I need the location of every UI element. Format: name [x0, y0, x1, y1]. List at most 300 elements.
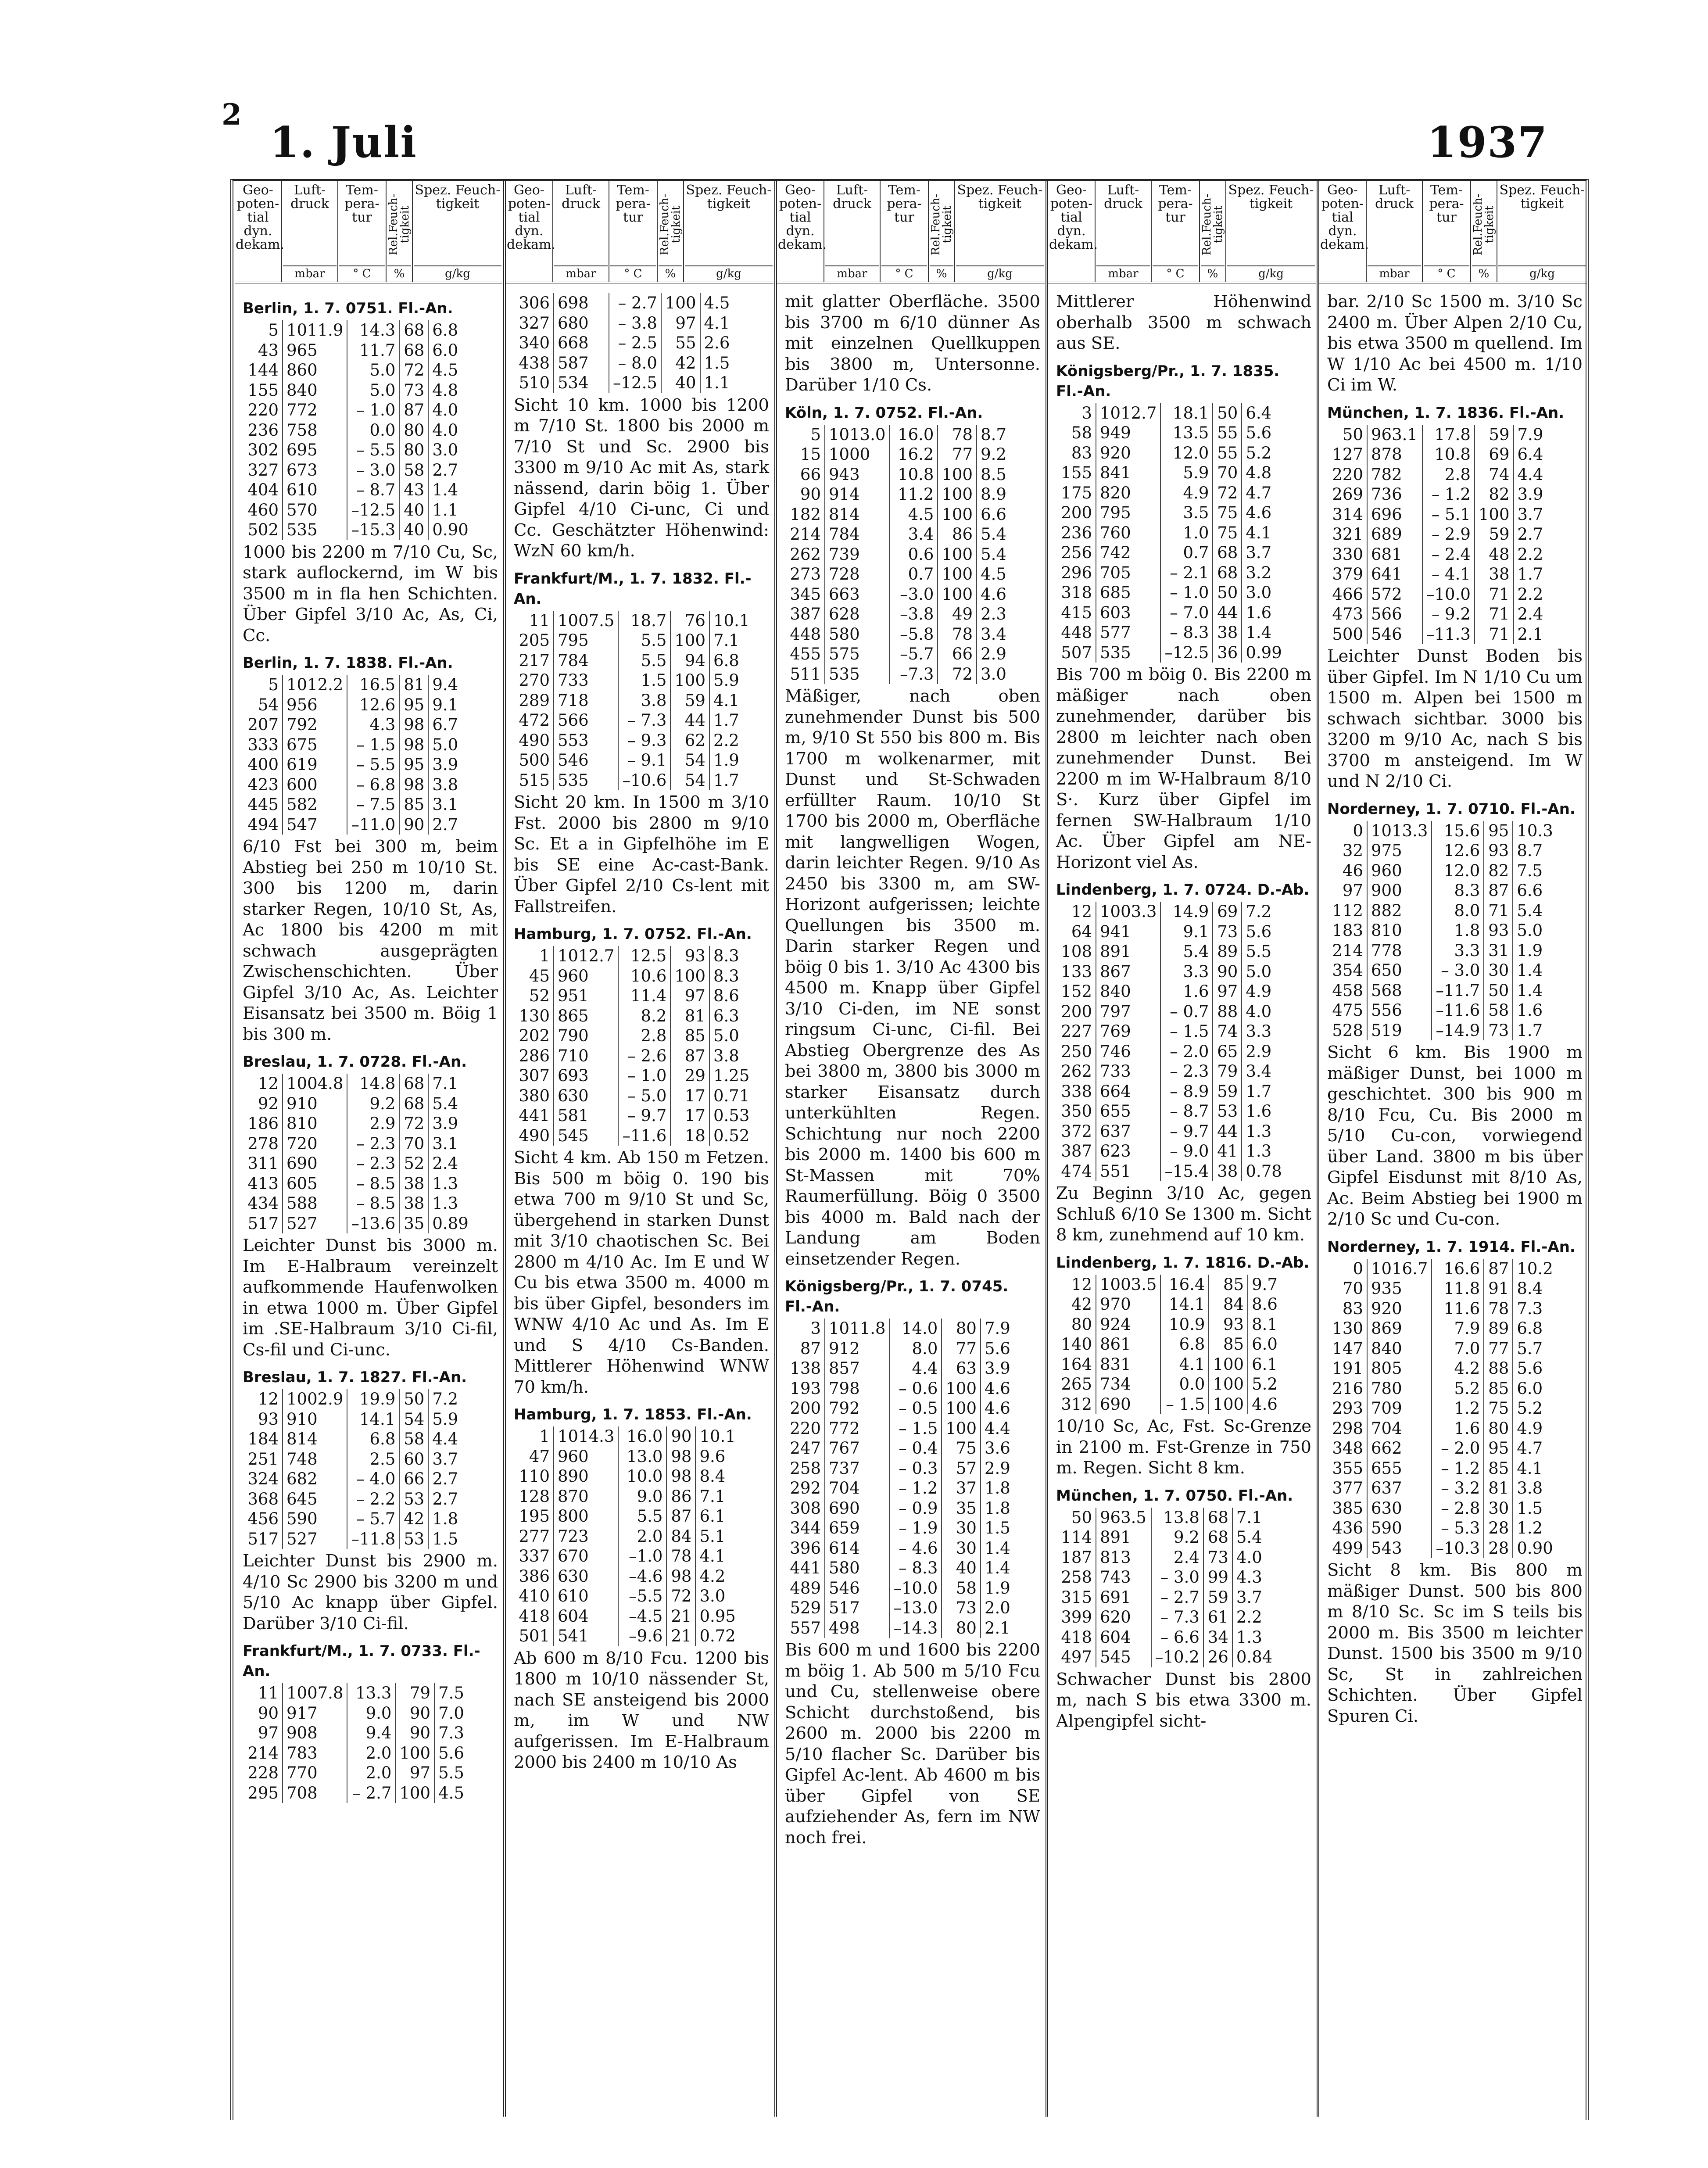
page-date: 1. Juli	[270, 118, 417, 167]
table-row	[1056, 1334, 1292, 1355]
header-rel-feuchtigkeit-unit: %	[1472, 265, 1496, 281]
table-row	[514, 770, 754, 791]
table-cell: 568	[1367, 981, 1432, 1001]
table-row	[1327, 1358, 1557, 1379]
table-cell: 8.4	[695, 1466, 740, 1487]
table-cell: 5.4	[1513, 901, 1557, 921]
column-body	[1048, 283, 1316, 1731]
table-cell: 3.3	[1432, 941, 1484, 961]
table-cell: 38	[399, 1193, 428, 1214]
table-cell: 4.0	[428, 420, 473, 441]
table-cell: 1.6	[1432, 1419, 1484, 1439]
table-cell: 5.0	[709, 1026, 754, 1046]
table-cell: 75	[1484, 1398, 1513, 1419]
column-header	[506, 181, 773, 283]
table-cell: 690	[825, 1498, 889, 1519]
table-cell: – 0.4	[889, 1438, 942, 1458]
table-cell: 5.0	[347, 380, 399, 401]
table-cell: 5.7	[1513, 1339, 1557, 1359]
table-row	[1327, 524, 1558, 545]
table-cell: 312	[1061, 1394, 1092, 1414]
table-cell: – 1.0	[1160, 583, 1213, 603]
table-cell: –10.0	[889, 1578, 942, 1598]
table-cell: 8.6	[1248, 1294, 1292, 1315]
station-title: Frankfurt/M., 1. 7. 0733. Fl.-An.	[243, 1642, 480, 1680]
table-cell: 16.6	[1432, 1259, 1484, 1279]
table-cell: 90	[1213, 962, 1242, 982]
table-cell: 767	[825, 1438, 889, 1458]
table-cell: 5.4	[977, 545, 1021, 565]
table-cell: 85	[1484, 1379, 1513, 1399]
table-cell: 460	[247, 500, 279, 520]
table-cell: 4.7	[1513, 1438, 1557, 1458]
table-cell: 1003.3	[1096, 902, 1160, 922]
table-cell: 344	[790, 1519, 821, 1537]
table-cell: 200	[1061, 503, 1092, 522]
table-cell: 502	[247, 520, 279, 539]
table-cell: – 6.6	[1151, 1627, 1203, 1648]
table-cell: 831	[1096, 1355, 1160, 1375]
table-cell: 689	[1367, 524, 1422, 545]
table-row	[514, 293, 745, 313]
table-cell: 59	[1475, 425, 1514, 445]
table-cell: –3.8	[889, 604, 938, 624]
table-cell: – 1.0	[618, 1066, 670, 1086]
table-cell: 4.1	[1242, 523, 1286, 543]
column-body	[1319, 283, 1587, 1727]
table-cell: 575	[825, 644, 889, 664]
table-cell: 270	[519, 671, 550, 690]
header-spez-feuchtigkeit-unit: g/kg	[685, 265, 773, 281]
table-cell: –4.6	[618, 1566, 666, 1587]
table-cell: 8.3	[1432, 881, 1484, 901]
table-cell: 455	[790, 645, 821, 663]
header-spez-feuchtigkeit-label: Spez. Feuch-tigkeit	[957, 183, 1043, 211]
table-cell: 0.95	[695, 1606, 740, 1627]
table-cell: – 8.5	[347, 1174, 399, 1194]
table-row	[785, 1398, 1025, 1419]
table-cell: 698	[554, 293, 609, 313]
table-row	[1327, 444, 1558, 465]
table-cell: 147	[1332, 1339, 1363, 1358]
table-cell: 80	[399, 420, 428, 441]
table-row	[1056, 1161, 1286, 1182]
table-cell: 100	[670, 631, 709, 651]
table-cell: 191	[1332, 1359, 1363, 1378]
station-title: Königsberg/Pr., 1. 7. 1835. Fl.-An.	[1056, 362, 1280, 400]
table-cell: 72	[1213, 483, 1242, 503]
table-cell: – 1.5	[1160, 1021, 1213, 1042]
table-cell: 71	[1484, 901, 1513, 921]
table-cell: 58	[1484, 1000, 1513, 1021]
table-cell: 18.1	[1160, 403, 1213, 423]
table-cell: 12	[258, 1390, 279, 1408]
table-cell: 4.9	[1160, 483, 1213, 503]
table-cell: 527	[283, 1214, 347, 1234]
table-cell: 82	[1475, 484, 1514, 505]
sounding-table	[243, 675, 473, 835]
table-cell: 16.0	[889, 425, 938, 445]
table-cell: 3.6	[981, 1438, 1025, 1458]
table-cell: 695	[283, 440, 347, 460]
table-row	[514, 966, 754, 986]
table-cell: 5.4	[977, 524, 1021, 545]
table-row	[243, 320, 473, 340]
table-cell: 3.1	[428, 1134, 473, 1154]
table-cell: 1.5	[618, 670, 670, 691]
header-temperatur-label: Tem-pera-tur	[887, 183, 922, 225]
table-cell: 84	[1209, 1294, 1248, 1315]
table-cell: 133	[1061, 962, 1092, 981]
table-cell: 436	[1332, 1519, 1363, 1537]
table-cell: 7.5	[434, 1683, 479, 1703]
table-cell: 144	[247, 361, 279, 380]
table-cell: 81	[1484, 1478, 1513, 1498]
sounding-table	[1056, 902, 1286, 1181]
table-cell: 497	[1061, 1648, 1092, 1666]
header-rel-feuchtigkeit	[1200, 181, 1226, 282]
table-cell: 510	[519, 373, 550, 392]
table-row	[1056, 503, 1286, 523]
header-geopotential	[1048, 181, 1096, 282]
table-cell: 7.9	[1514, 425, 1558, 445]
table-row	[243, 715, 473, 735]
table-row	[1056, 523, 1286, 543]
table-cell: 655	[1096, 1101, 1160, 1122]
table-cell: 739	[825, 545, 889, 565]
table-cell: 6.0	[428, 340, 473, 361]
table-row	[514, 1086, 754, 1106]
table-row	[785, 1358, 1025, 1379]
table-cell: 100	[938, 564, 977, 584]
table-cell: 80	[942, 1319, 981, 1339]
table-cell: 100	[942, 1398, 981, 1419]
table-cell: 529	[790, 1598, 821, 1617]
table-cell: 580	[825, 1558, 889, 1578]
table-cell: 494	[247, 815, 279, 834]
table-cell: 1007.8	[283, 1683, 347, 1703]
table-cell: 733	[1096, 1061, 1160, 1082]
table-cell: 778	[1367, 941, 1432, 961]
table-cell: 138	[790, 1359, 821, 1378]
table-cell: 46	[1342, 861, 1363, 880]
table-cell: 73	[1203, 1548, 1232, 1568]
table-cell: 5.5	[618, 651, 670, 671]
table-cell: 3.4	[889, 524, 938, 545]
table-cell: 71	[1475, 584, 1514, 605]
table-cell: 474	[1061, 1161, 1092, 1181]
header-rel-feuchtigkeit-label: Rel.Feuch-tigkeit	[1472, 194, 1496, 255]
table-row	[514, 710, 754, 731]
table-cell: 21	[666, 1606, 695, 1627]
table-cell: 93	[258, 1409, 279, 1429]
table-cell: 490	[519, 731, 550, 750]
table-cell: 604	[1096, 1627, 1151, 1648]
table-cell: 645	[283, 1489, 347, 1509]
table-cell: 311	[247, 1154, 279, 1173]
table-row	[1327, 921, 1557, 941]
table-cell: 623	[1096, 1141, 1160, 1161]
table-row	[1056, 1002, 1286, 1022]
table-cell: –13.6	[347, 1214, 399, 1234]
table-cell: 6.6	[1513, 881, 1557, 901]
table-row	[243, 340, 473, 361]
table-cell: 1	[539, 1427, 550, 1446]
table-cell: 590	[283, 1509, 347, 1529]
table-row	[243, 400, 473, 420]
table-row	[785, 1578, 1025, 1598]
table-cell: – 3.0	[1432, 960, 1484, 981]
table-cell: 784	[825, 524, 889, 545]
table-cell: 2.7	[428, 1489, 473, 1509]
table-cell: – 7.0	[1160, 603, 1213, 623]
table-cell: 814	[283, 1429, 347, 1449]
table-cell: 379	[1332, 565, 1363, 584]
table-cell: 690	[1096, 1394, 1160, 1415]
table-cell: 58	[942, 1578, 981, 1598]
table-cell: 3.0	[1242, 583, 1286, 603]
table-cell: 100	[938, 505, 977, 525]
header-luftdruck-label: Luft-druck	[833, 183, 871, 211]
table-cell: – 8.7	[347, 480, 399, 500]
table-cell: 130	[519, 1006, 550, 1025]
table-row	[1327, 881, 1557, 901]
table-cell: 7.1	[1232, 1508, 1277, 1528]
table-row	[514, 1586, 740, 1606]
table-cell: 705	[1096, 563, 1160, 583]
table-cell: 52	[399, 1154, 428, 1174]
table-cell: 79	[1213, 1061, 1242, 1082]
table-cell: 0.90	[1513, 1538, 1557, 1559]
table-cell: 4.9	[1242, 982, 1286, 1002]
table-cell: 0.7	[1160, 543, 1213, 563]
table-row	[243, 1154, 473, 1174]
table-cell: 630	[554, 1566, 618, 1587]
table-row	[243, 795, 473, 815]
table-cell: 71	[1475, 604, 1514, 624]
table-cell: 5.9	[709, 670, 754, 691]
table-cell: 965	[283, 340, 347, 361]
table-row	[1327, 1299, 1557, 1319]
table-row	[1056, 1061, 1286, 1082]
table-row	[1056, 1394, 1292, 1415]
observation-note: Bis 600 m und 1600 bis 2200 m böig 1. Ab 500 m 5/10 Fcu und Cu, stellenweise obere Schicht durchstoßend, bis 2600 m. 2000 bis 2200 m 5/10 flacher Sc. Darüber bis Gipfel Ac-lent. Ab 4600 m bis über Gipfel von SE aufziehender As, fern im NW noch frei.	[785, 1640, 1040, 1848]
table-cell: 619	[283, 755, 347, 775]
table-cell: 77	[942, 1339, 981, 1359]
table-cell: 517	[825, 1598, 889, 1618]
table-cell: 434	[247, 1194, 279, 1213]
table-row	[1056, 643, 1286, 663]
table-cell: 42	[399, 1509, 428, 1529]
table-row	[514, 1606, 740, 1627]
table-cell: 58	[1071, 423, 1092, 442]
table-cell: 13.8	[1151, 1508, 1203, 1528]
table-cell: 258	[790, 1458, 821, 1478]
table-cell: 501	[519, 1627, 550, 1645]
table-cell: 6.4	[1242, 403, 1286, 423]
header-geopotential-label: Geo-poten-tial dyn. dekam.	[236, 183, 285, 252]
table-cell: – 9.1	[618, 750, 670, 770]
table-cell: 680	[554, 313, 609, 333]
table-cell: 5.0	[347, 360, 399, 380]
header-spez-feuchtigkeit-unit: g/kg	[1227, 265, 1315, 281]
table-cell: 214	[247, 1743, 279, 1763]
table-cell: 5.0	[1242, 962, 1286, 982]
station-title: Breslau, 1. 7. 0728. Fl.-An.	[243, 1053, 467, 1071]
table-cell: 9.1	[428, 695, 473, 715]
table-cell: 6.1	[695, 1506, 740, 1527]
table-cell: 30	[1484, 960, 1513, 981]
table-cell: 89	[1213, 942, 1242, 962]
table-cell: –15.4	[1160, 1161, 1213, 1182]
header-luftdruck-label: Luft-druck	[562, 183, 600, 211]
header-temperatur	[338, 181, 387, 282]
header-geopotential	[777, 181, 827, 282]
sounding-table	[243, 1389, 473, 1549]
table-cell: 11.7	[347, 340, 399, 361]
header-luftdruck	[553, 181, 609, 282]
table-cell: 100	[395, 1743, 434, 1763]
table-cell: 4.0	[1242, 1002, 1286, 1022]
table-cell: 12.6	[1432, 841, 1484, 861]
table-row	[514, 1566, 740, 1587]
table-cell: – 3.2	[1432, 1478, 1484, 1498]
table-cell: 66	[800, 465, 821, 484]
table-row	[243, 1723, 479, 1743]
table-cell: 85	[399, 795, 428, 815]
table-cell: – 2.4	[1422, 545, 1475, 565]
table-row	[1056, 563, 1286, 583]
table-cell: 5.2	[1248, 1374, 1292, 1394]
table-cell: 34	[1203, 1627, 1232, 1648]
table-cell: 1.25	[709, 1066, 754, 1086]
table-row	[785, 444, 1021, 465]
header-spez-feuchtigkeit	[413, 181, 502, 282]
table-row	[1327, 425, 1558, 445]
table-cell: 891	[1096, 942, 1160, 962]
table-cell: – 1.5	[347, 735, 399, 755]
table-cell: 90	[800, 485, 821, 504]
table-cell: 18	[670, 1126, 709, 1146]
table-cell: 736	[1367, 484, 1422, 505]
table-cell: 5.4	[428, 1094, 473, 1114]
table-cell: 535	[1096, 643, 1160, 663]
table-row	[243, 775, 473, 795]
table-cell: 100	[942, 1419, 981, 1439]
table-cell: 9.0	[347, 1703, 395, 1724]
table-cell: 4.6	[981, 1379, 1025, 1399]
table-row	[514, 1106, 754, 1126]
table-cell: 292	[790, 1479, 821, 1498]
table-cell: 100	[938, 465, 977, 485]
table-cell: – 1.9	[889, 1518, 942, 1538]
table-cell: 69	[1475, 444, 1514, 465]
table-cell: 6.8	[1160, 1334, 1209, 1355]
table-cell: –5.8	[889, 624, 938, 645]
table-cell: 11	[529, 611, 550, 630]
table-cell: 630	[554, 1086, 618, 1106]
table-row	[1056, 443, 1286, 463]
table-row	[1056, 922, 1286, 942]
header-spez-feuchtigkeit-label: Spez. Feuch-tigkeit	[415, 183, 501, 211]
table-row	[243, 1703, 479, 1724]
table-cell: 175	[1061, 483, 1092, 502]
table-cell: 1.0	[1160, 523, 1213, 543]
header-spez-feuchtigkeit-unit: g/kg	[956, 265, 1044, 281]
table-cell: 541	[554, 1626, 618, 1646]
table-row	[514, 1026, 754, 1046]
table-row	[1056, 1607, 1277, 1627]
column-5	[1319, 181, 1587, 2117]
table-row	[243, 735, 473, 755]
table-cell: 4.9	[1513, 1419, 1557, 1439]
table-cell: 709	[1367, 1398, 1432, 1419]
table-cell: 100	[1209, 1355, 1248, 1375]
table-row	[514, 1046, 754, 1066]
table-row	[785, 545, 1021, 565]
table-cell: 1013.0	[825, 425, 889, 445]
table-cell: –5.5	[618, 1586, 666, 1606]
table-row	[1327, 1319, 1557, 1339]
table-cell: 98	[399, 735, 428, 755]
sounding-table	[514, 1426, 740, 1646]
table-cell: 441	[790, 1559, 821, 1577]
table-row	[1327, 1538, 1557, 1559]
table-cell: 498	[825, 1618, 889, 1638]
table-cell: 1.4	[981, 1558, 1025, 1578]
column-2	[506, 181, 773, 2117]
table-cell: –12.5	[1160, 643, 1213, 663]
table-row	[1327, 505, 1558, 525]
table-cell: 805	[1367, 1358, 1432, 1379]
table-cell: 265	[1061, 1375, 1092, 1394]
table-cell: 53	[1213, 1101, 1242, 1122]
table-cell: 472	[519, 711, 550, 730]
table-cell: 728	[825, 564, 889, 584]
table-cell: 55	[1213, 423, 1242, 443]
table-cell: 54	[399, 1409, 428, 1430]
table-row	[785, 624, 1021, 645]
table-cell: 89	[1484, 1319, 1513, 1339]
table-row	[1056, 1627, 1277, 1648]
table-cell: 813	[1096, 1548, 1151, 1568]
table-cell: 588	[283, 1193, 347, 1214]
header-rel-feuchtigkeit	[387, 181, 413, 282]
table-cell: 0.7	[889, 564, 938, 584]
table-cell: 3.0	[428, 440, 473, 460]
table-cell: 97	[670, 986, 709, 1006]
table-cell: 1013.3	[1367, 821, 1432, 841]
table-cell: 396	[790, 1538, 821, 1558]
table-cell: 93	[1484, 921, 1513, 941]
table-cell: 891	[1096, 1527, 1151, 1548]
table-cell: 40	[399, 520, 428, 540]
table-cell: 970	[1096, 1294, 1160, 1315]
table-cell: 97	[661, 313, 700, 333]
table-cell: 6.8	[347, 1429, 399, 1449]
table-cell: 155	[247, 380, 279, 400]
table-row	[514, 1626, 740, 1646]
table-row	[785, 1319, 1025, 1339]
table-cell: 5.6	[981, 1339, 1025, 1359]
table-row	[1327, 1438, 1557, 1458]
table-cell: 4.5	[434, 1783, 479, 1803]
table-row	[785, 505, 1021, 525]
table-cell: 250	[1061, 1042, 1092, 1061]
table-cell: 1	[539, 946, 550, 965]
table-cell: 790	[554, 1026, 618, 1046]
table-cell: 797	[1096, 1002, 1160, 1022]
